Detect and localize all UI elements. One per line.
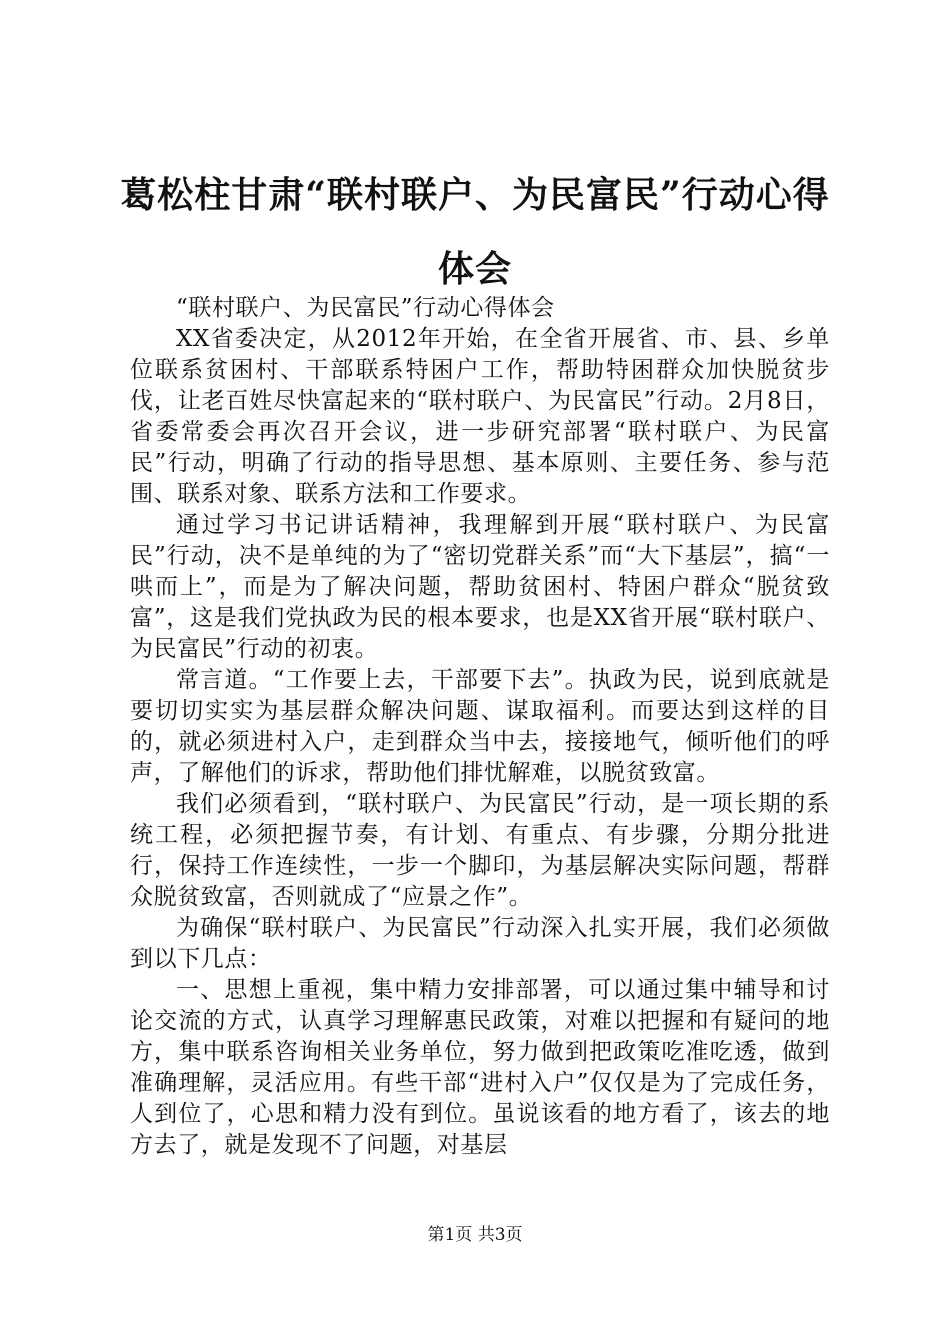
page-number-footer: 第1页 共3页 [427, 1225, 523, 1245]
paragraph-5: 为确保“联村联户、为民富民”行动深入扎实开展，我们必须做到以下几点： [130, 915, 830, 972]
paragraph-6: 一、思想上重视，集中精力安排部署，可以通过集中辅导和讨论交流的方式，认真学习理解惠民政策，对难以把握和有疑问的地方，集中联系咨询相关业务单位，努力做到把政策吃准吃透，做到准确理解，灵活应用。有些干部“进村入户”仅仅是为了完成任务，人到位了，心思和精力没有到位。虽说该看的地方看了，该去的地方去了，就是发现不了问题，对基层 [130, 977, 830, 1158]
paragraph-4: 我们必须看到，“联村联户、为民富民”行动，是一项长期的系统工程，必须把握节奏，有计划、有重点、有步骤，分期分批进行，保持工作连续性，一步一个脚印，为基层解决实际问题，帮群众脱贫致富，否则就成了“应景之作”。 [130, 791, 830, 910]
document-title: 葛松柱甘肃“联村联户、为民富民”行动心得体会 [120, 174, 830, 290]
paragraph-2: 通过学习书记讲话精神，我理解到开展“联村联户、为民富民”行动，决不是单纯的为了“密切党群关系”而“大下基层”，搞“一哄而上”，而是为了解决问题，帮助贫困村、特困户群众“脱贫致富”，这是我们党执政为民的根本要求，也是XX省开展“联村联户、为民富民”行动的初衷。 [130, 512, 830, 662]
paragraph-1: XX省委决定，从2012年开始，在全省开展省、市、县、乡单位联系贫困村、干部联系特困户工作，帮助特困群众加快脱贫步伐，让老百姓尽快富起来的“联村联户、为民富民”行动。2月8日，省委常委会再次召开会议，进一步研究部署“联村联户、为民富民”行动，明确了行动的指导思想、基本原则、主要任务、参与范围、联系对象、联系方法和工作要求。 [130, 326, 830, 507]
document-body [130, 293, 830, 1161]
paragraph-subtitle: “联村联户、为民富民”行动心得体会 [176, 295, 555, 321]
paragraph-3: 常言道。“工作要上去，干部要下去”。执政为民，说到底就是要切切实实为基层群众解决问题、谋取福利。而要达到这样的目的，就必须进村入户，走到群众当中去，接接地气，倾听他们的呼声，了解他们的诉求，帮助他们排忧解难，以脱贫致富。 [130, 667, 830, 786]
